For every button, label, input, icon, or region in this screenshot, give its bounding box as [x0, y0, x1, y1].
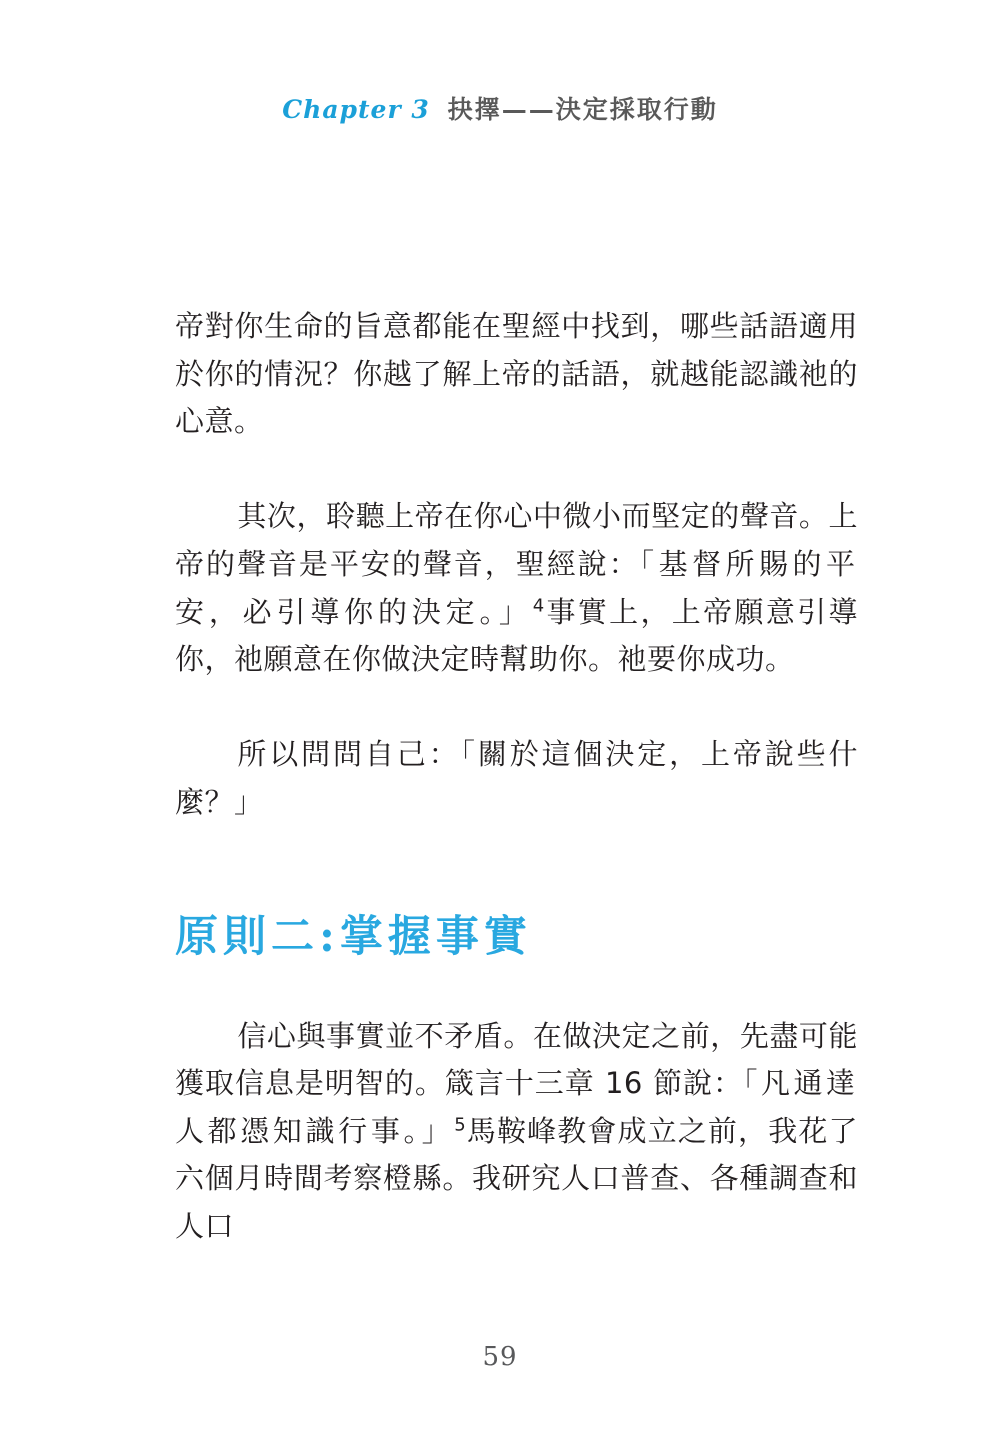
- page-number: 59: [482, 1342, 518, 1372]
- chapter-label: Chapter 3: [282, 95, 430, 124]
- paragraph: [175, 731, 858, 826]
- paragraph-text: 其次，聆聽上帝在你心中微小而堅定的聲音。上帝的聲音是平安的聲音，聖經說：: [175, 499, 858, 581]
- scripture-quote: 「基督所賜的平安，必引導你的決定。」: [175, 546, 858, 629]
- paragraph-text: 信心與事實並不矛盾。在做決定之前，先盡可能獲取信息是明智的。箴言十三章 16 節說：: [175, 1018, 858, 1101]
- paragraph-text: 事實上，上帝願意引導你，祂願意在你做決定時幫助你。祂要你成功。: [175, 594, 858, 677]
- body-text: [175, 303, 858, 1298]
- paragraph: [175, 1013, 858, 1251]
- footnote-ref: 4: [532, 594, 545, 616]
- section-heading: 原則二:掌握事實: [175, 911, 532, 962]
- chapter-title: 抉擇——決定採取行動: [447, 95, 718, 124]
- paragraph-text: 帝對你生命的旨意都能在聖經中找到，哪些話語適用於你的情況？你越了解上帝的話語，就越能認識祂的心意。: [175, 309, 858, 439]
- paragraph: [175, 493, 858, 683]
- footnote-ref: 5: [454, 1114, 467, 1136]
- paragraph-text: 馬鞍峰教會成立之前，我花了六個月時間考察橙縣。我研究人口普查、各種調查和人口: [175, 1113, 858, 1243]
- paragraph: [175, 303, 858, 446]
- running-header: [0, 90, 1000, 126]
- scripture-quote: 「凡通達人都憑知識行事。」: [175, 1066, 858, 1148]
- paragraph-text: 所以問問自己：「關於這個決定，上帝說些什麼？」: [175, 737, 858, 819]
